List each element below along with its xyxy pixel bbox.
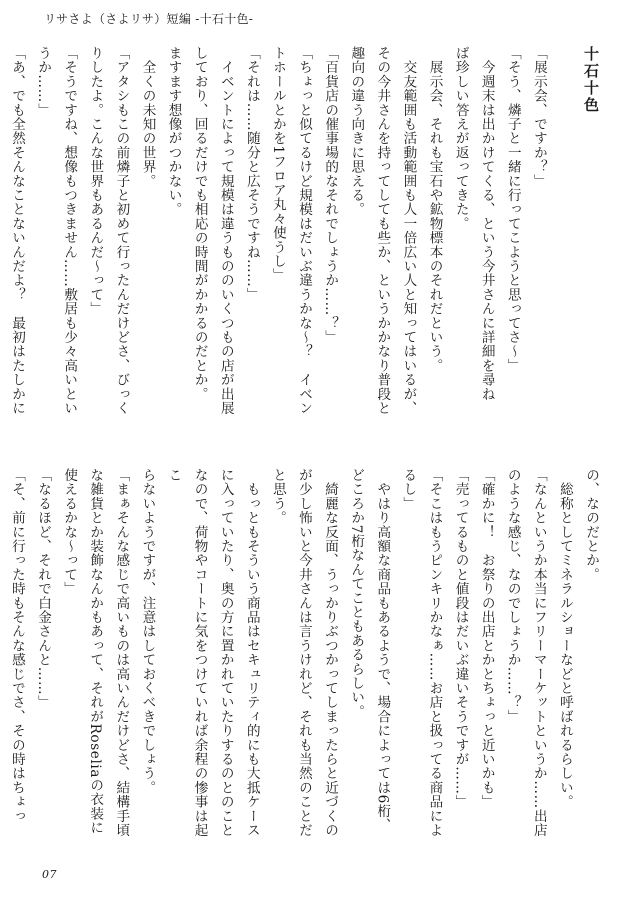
text-line: 「そ、前に行った時もそんな感じでさ、その時はちょっ — [8, 468, 25, 823]
text-line: のような感じ、なのでしょうか……？」 — [504, 468, 521, 724]
text-line: 「ちょっと似てるけど規模はだいぶ違うかな〜？ イベン — [296, 46, 313, 416]
page-number: 07 — [42, 868, 57, 881]
text-line: しており、回るだけでも相応の時間がかかるのだとか。 — [191, 46, 208, 401]
text-line: 今週末は出かけてくる、という今井さんに詳細を尋ね — [478, 46, 495, 401]
blank-line — [552, 46, 578, 430]
text-line: その今井さんを持ってしても些か、というかかなり普段と — [374, 46, 391, 416]
text-line: に入っていたり、奥の方に置かれていたりするのとのこと — [217, 468, 234, 838]
text-line: 総称としてミネラルショーなどと呼ばれるらしい。 — [556, 468, 573, 809]
text-line: 全くの未知の世界。 — [139, 46, 156, 188]
text-line: 「そこはもうピンキリかなぁ……お店と扱ってる商品によ — [426, 468, 443, 838]
text-line: りしたよ。こんな世界もあるんだ〜って」 — [87, 46, 104, 316]
text-line: 交友範囲も活動範囲も人一倍広い人と知ってはいるが、 — [400, 46, 417, 416]
text-line: 「そう、燐子と一緒に行ってこようと思ってさ〜」 — [504, 46, 521, 373]
text-line: ますます想像がつかない。 — [165, 46, 182, 217]
text-line: なので、荷物やコートに気をつけていれば余程の惨事は起こ — [165, 468, 208, 838]
text-line: 「百貨店の催事場的なそれでしょうか……？」 — [322, 46, 339, 345]
text-line: イベントによって規模は違うもののいくつもの店が出展 — [217, 46, 234, 416]
text-line: どころか7桁なんてこともあるらしい。 — [348, 468, 365, 719]
text-line: やはり高額な商品もあるようで、場合によっては6桁、 — [374, 468, 391, 833]
text-line: 「売ってるものと値段はだいぶ違いそうですが……」 — [452, 468, 469, 809]
text-line: 「なんというか本当にフリーマーケットというか……出店 — [530, 468, 547, 838]
text-line: 綺麗な反面、うっかりぶつかってしまったらと近づくの — [322, 468, 339, 838]
text-line: 展示会、それも宝石や鉱物標本のそれだという。 — [426, 46, 443, 373]
upper-text-column — [9, 46, 604, 430]
text-line: 「なるほど、それで白金さんと……」 — [35, 468, 52, 710]
text-line: もっともそういう商品はセキュリティ的にも大抵ケース — [243, 468, 260, 838]
text-line: 「展示会、ですか？」 — [530, 46, 547, 188]
text-line: 「あ、でも全然そんなことないんだよ？ 最初はたしかに — [9, 46, 26, 416]
text-line: と思う。 — [269, 468, 286, 525]
running-header: リサさよ（さよリサ）短編 -十石十色- — [44, 12, 254, 26]
text-line: うか……」 — [35, 46, 52, 117]
text-line: 「アタシもこの前燐子と初めて行ったんだけどさ、びっく — [113, 46, 130, 416]
text-line: 趣向の違う向きに思える。 — [348, 46, 365, 217]
text-line — [0, 46, 4, 430]
text-line: ば珍しい答えが返ってきた。 — [452, 46, 469, 231]
text-line: 使えるかな〜って」 — [61, 468, 78, 596]
text-line: 「そうですね、想像もつきません……敷居も少々高いとい — [61, 46, 78, 416]
text-line: の、なのだとか。 — [583, 468, 599, 582]
text-line: るし」 — [400, 468, 417, 511]
text-line — [0, 468, 4, 848]
text-line: が少し怖いと今井さんは言うけれど、それも当然のことだ — [295, 468, 312, 838]
text-line: な雑貨とか装飾なんかもあって、それがRoseliaの衣装に — [87, 468, 104, 835]
text-line: 「まぁそんな感じで高いものは高いんだけどさ、結構手頃 — [113, 468, 130, 838]
text-line: 「確かに！ お祭りの出店とかとちょっと近いかも」 — [478, 468, 495, 809]
text-line: 「それは……随分と広そうですね……」 — [243, 46, 260, 302]
lower-text-column — [8, 468, 604, 848]
chapter-title: 十石十色 — [582, 46, 600, 114]
text-line: らないようですが、注意はしておくべきでしょう。 — [139, 468, 156, 795]
text-line: トホールとかを1フロア丸々使うし」 — [269, 46, 286, 283]
